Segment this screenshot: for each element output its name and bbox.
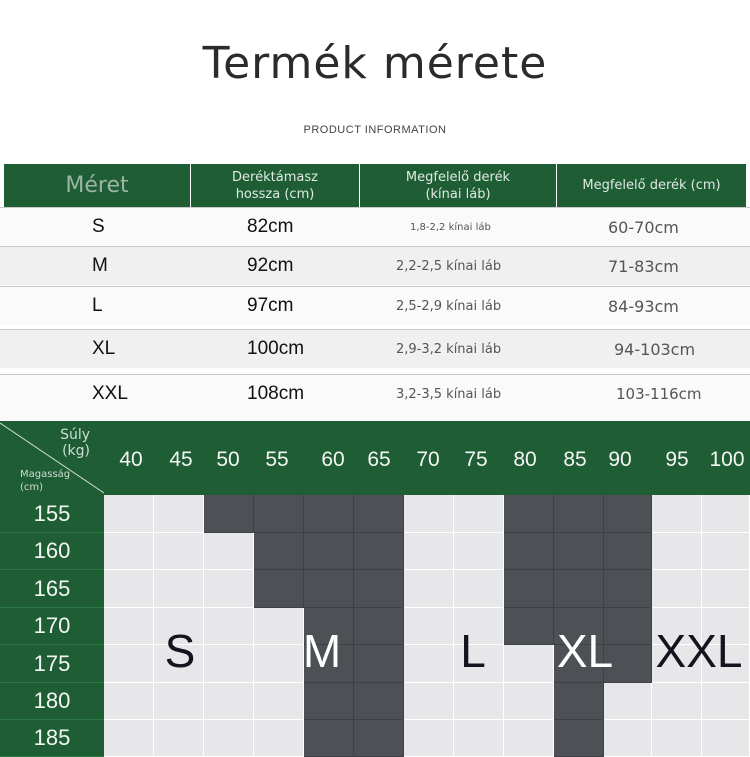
grid-cell — [204, 683, 254, 720]
weight-label: 80 — [513, 448, 537, 471]
weight-label: 45 — [169, 448, 193, 471]
grid-cell — [702, 533, 750, 570]
grid-cell — [702, 570, 750, 608]
grid-cell — [254, 495, 304, 533]
column-header-waist-cm: Megfelelő derék (cm) — [557, 164, 746, 207]
grid-cell — [404, 570, 454, 608]
length-cell: 82cm — [247, 216, 294, 237]
weight-label: 55 — [265, 448, 289, 471]
grid-cell — [554, 683, 604, 720]
grid-cell — [354, 570, 404, 608]
size-zone-label: XXL — [655, 625, 743, 677]
grid-cell — [702, 495, 750, 533]
grid-cell — [454, 720, 504, 757]
grid-cell — [504, 720, 554, 757]
grid-cell — [104, 608, 154, 645]
waist-cm-cell: 60-70cm — [608, 217, 679, 237]
column-header-length: Deréktámasz hossza (cm) — [191, 164, 359, 207]
grid-cell — [652, 533, 702, 570]
grid-cell — [154, 683, 204, 720]
waist-chi-cell: 3,2-3,5 kínai láb — [396, 386, 502, 402]
grid-cell — [304, 533, 354, 570]
length-cell: 97cm — [247, 295, 294, 316]
grid-cell — [154, 495, 204, 533]
weight-axis-label: Súly (kg) — [60, 427, 90, 459]
grid-cell — [304, 720, 354, 757]
table-row — [0, 374, 750, 421]
height-label: 160 — [0, 533, 104, 570]
grid-cell — [504, 495, 554, 533]
grid-cell — [354, 608, 404, 645]
grid-cell — [652, 570, 702, 608]
table-row — [0, 207, 750, 246]
size-cell: S — [92, 216, 105, 237]
height-label: 165 — [0, 570, 104, 608]
weight-label: 65 — [367, 448, 391, 471]
waist-chi-cell: 2,2-2,5 kínai láb — [396, 258, 502, 274]
grid-cell — [304, 570, 354, 608]
grid-cell — [104, 645, 154, 683]
grid-cell — [154, 533, 204, 570]
grid-cell — [254, 683, 304, 720]
grid-cell — [254, 720, 304, 757]
size-zone-label: M — [302, 625, 342, 677]
waist-cm-cell: 71-83cm — [608, 256, 679, 276]
size-zone-label: L — [460, 625, 486, 677]
grid-cell — [354, 683, 404, 720]
grid-cell — [354, 720, 404, 757]
weight-label: 90 — [608, 448, 632, 471]
grid-cell — [652, 495, 702, 533]
height-axis-label: Magasság (cm) — [20, 469, 71, 493]
table-row — [0, 246, 750, 285]
grid-cell — [154, 570, 204, 608]
grid-cell — [504, 570, 554, 608]
waist-chi-cell: 1,8-2,2 kínai láb — [410, 221, 491, 233]
size-cell: XXL — [92, 383, 128, 404]
weight-label: 100 — [709, 448, 745, 471]
grid-cell — [104, 533, 154, 570]
column-header-size: Méret — [4, 164, 190, 207]
grid-cell — [604, 683, 652, 720]
table-row — [0, 329, 750, 368]
grid-cell — [204, 645, 254, 683]
grid-cell — [104, 570, 154, 608]
size-zone-label: S — [164, 625, 196, 677]
waist-cm-cell: 103-116cm — [616, 385, 702, 403]
weight-label: 60 — [321, 448, 345, 471]
grid-cell — [702, 720, 750, 757]
grid-cell — [554, 533, 604, 570]
grid-cell — [404, 533, 454, 570]
grid-cell — [204, 495, 254, 533]
grid-cell — [604, 720, 652, 757]
page-title: Termék mérete — [202, 38, 548, 89]
height-label: 175 — [0, 645, 104, 683]
grid-cell — [702, 683, 750, 720]
grid-cell — [454, 570, 504, 608]
grid-cell — [652, 720, 702, 757]
grid-cell — [104, 495, 154, 533]
grid-cell — [254, 608, 304, 645]
grid-cell — [254, 645, 304, 683]
grid-cell — [604, 533, 652, 570]
weight-label: 75 — [464, 448, 488, 471]
weight-label: 40 — [119, 448, 143, 471]
size-cell: L — [92, 295, 103, 316]
weight-label: 50 — [216, 448, 240, 471]
waist-chi-cell: 2,9-3,2 kínai láb — [396, 341, 502, 357]
length-cell: 100cm — [247, 338, 305, 359]
grid-cell — [454, 683, 504, 720]
grid-corner — [0, 421, 104, 495]
grid-cell — [504, 608, 554, 645]
grid-cell — [204, 608, 254, 645]
grid-cell — [354, 533, 404, 570]
grid-cell — [404, 495, 454, 533]
grid-cell — [604, 495, 652, 533]
grid-cell — [404, 720, 454, 757]
size-cell: M — [92, 255, 108, 276]
grid-cell — [404, 645, 454, 683]
weight-label: 70 — [416, 448, 440, 471]
height-label: 170 — [0, 608, 104, 645]
grid-cell — [204, 533, 254, 570]
size-grid-chart — [0, 421, 750, 757]
size-zone-label: XL — [556, 625, 614, 677]
waist-cm-cell: 94-103cm — [614, 339, 696, 359]
weight-label: 85 — [563, 448, 587, 471]
grid-cell — [254, 570, 304, 608]
length-cell: 108cm — [247, 383, 305, 404]
height-label: 180 — [0, 683, 104, 720]
waist-cm-cell: 84-93cm — [608, 296, 679, 316]
grid-cell — [652, 683, 702, 720]
grid-cell — [354, 495, 404, 533]
grid-cell — [354, 645, 404, 683]
grid-cell — [254, 533, 304, 570]
weight-label: 95 — [665, 448, 689, 471]
grid-cell — [104, 683, 154, 720]
waist-chi-cell: 2,5-2,9 kínai láb — [396, 298, 502, 314]
length-cell: 92cm — [247, 255, 294, 276]
table-row — [0, 286, 750, 325]
grid-cell — [404, 608, 454, 645]
size-cell: XL — [92, 338, 116, 359]
grid-cell — [204, 570, 254, 608]
grid-cell — [404, 683, 454, 720]
grid-cell — [554, 495, 604, 533]
grid-cell — [204, 720, 254, 757]
grid-cell — [104, 720, 154, 757]
grid-cell — [504, 645, 554, 683]
grid-cell — [504, 683, 554, 720]
grid-cell — [554, 720, 604, 757]
height-label: 155 — [0, 495, 104, 533]
grid-cell — [154, 720, 204, 757]
page-subtitle: PRODUCT INFORMATION — [303, 124, 447, 136]
grid-cell — [554, 570, 604, 608]
grid-cell — [454, 533, 504, 570]
grid-cell — [604, 570, 652, 608]
grid-cell — [504, 533, 554, 570]
grid-cell — [304, 683, 354, 720]
height-label: 185 — [0, 720, 104, 757]
grid-cell — [304, 495, 354, 533]
column-header-waist-chi: Megfelelő derék (kínai láb) — [360, 164, 556, 207]
grid-cell — [454, 495, 504, 533]
